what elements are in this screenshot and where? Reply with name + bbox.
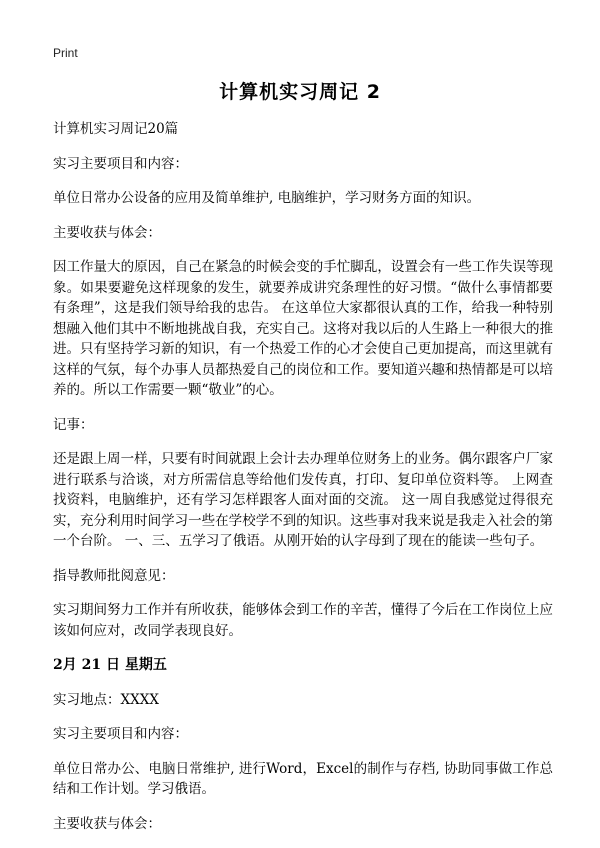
section-label: 主要收获与体会： bbox=[53, 224, 161, 241]
print-label: Print bbox=[53, 46, 78, 60]
section-paragraph: 还是跟上周一样，只要有时间就跟上会计去办理单位财务上的业务。偶尔跟客户厂家进行联系与洽谈，对方所需信息等给他们发传真，打印、复印单位资料等。 上网查找资料，电脑维护，还有学习怎样跟客人面对面的交流。 这一周自我感觉过得很充实，充分利用时间学习一些在学校学不到的知识。这些事对我来说是我走入社会的第一个台阶。 一、三、五学习了俄语。从刚开始的认字母到了现在的能读一些句子。 bbox=[53, 451, 553, 549]
section-paragraph: 实习期间努力工作并有所收获，能够体会到工作的辛苦，懂得了今后在工作岗位上应该如何应对，改同学表现良好。 bbox=[53, 602, 553, 639]
section-label: 记事： bbox=[53, 416, 94, 433]
section-label: 主要收获与体会： bbox=[53, 815, 161, 832]
section-paragraph: 因工作量大的原因，自己在紧急的时候会变的手忙脚乱，设置会有一些工作失误等现象。如果要避免这样现象的发生，就要养成讲究条理性的好习惯。“做什么事情都要有条理”，这是我们领导给我的忠告。 在这单位大家都很认真的工作，给我一种特别想融入他们其中不断地挑战自我，充实自己。这将对我以后的人生路上一种很大的推进。只有坚持学习新的知识，有一个热爱工作的心才会使自己更加提高，而这里就有这样的气氛，每个办事人员都热爱自己的岗位和工作。要知道兴趣和热情都是可以培养的。所以工作需要一颗“敬业”的心。 bbox=[53, 259, 553, 398]
section-label: 实习主要项目和内容： bbox=[53, 155, 188, 172]
location-line: 实习地点：XXXX bbox=[53, 691, 159, 708]
section-paragraph: 单位日常办公设备的应用及简单维护, 电脑维护，学习财务方面的知识。 bbox=[53, 190, 481, 206]
section-label: 指导教师批阅意见： bbox=[53, 567, 175, 584]
section-paragraph: 单位日常办公、电脑日常维护, 进行Word，Excel的制作与存档, 协助同事做工作总结和工作计划。学习俄语。 bbox=[53, 760, 553, 797]
document-body bbox=[53, 119, 553, 848]
subtitle: 计算机实习周记20篇 bbox=[53, 121, 179, 137]
document-title: 计算机实习周记 2 bbox=[219, 81, 381, 103]
date-heading: 2月 21 日 星期五 bbox=[53, 657, 167, 673]
section-label: 实习主要项目和内容： bbox=[53, 726, 188, 742]
